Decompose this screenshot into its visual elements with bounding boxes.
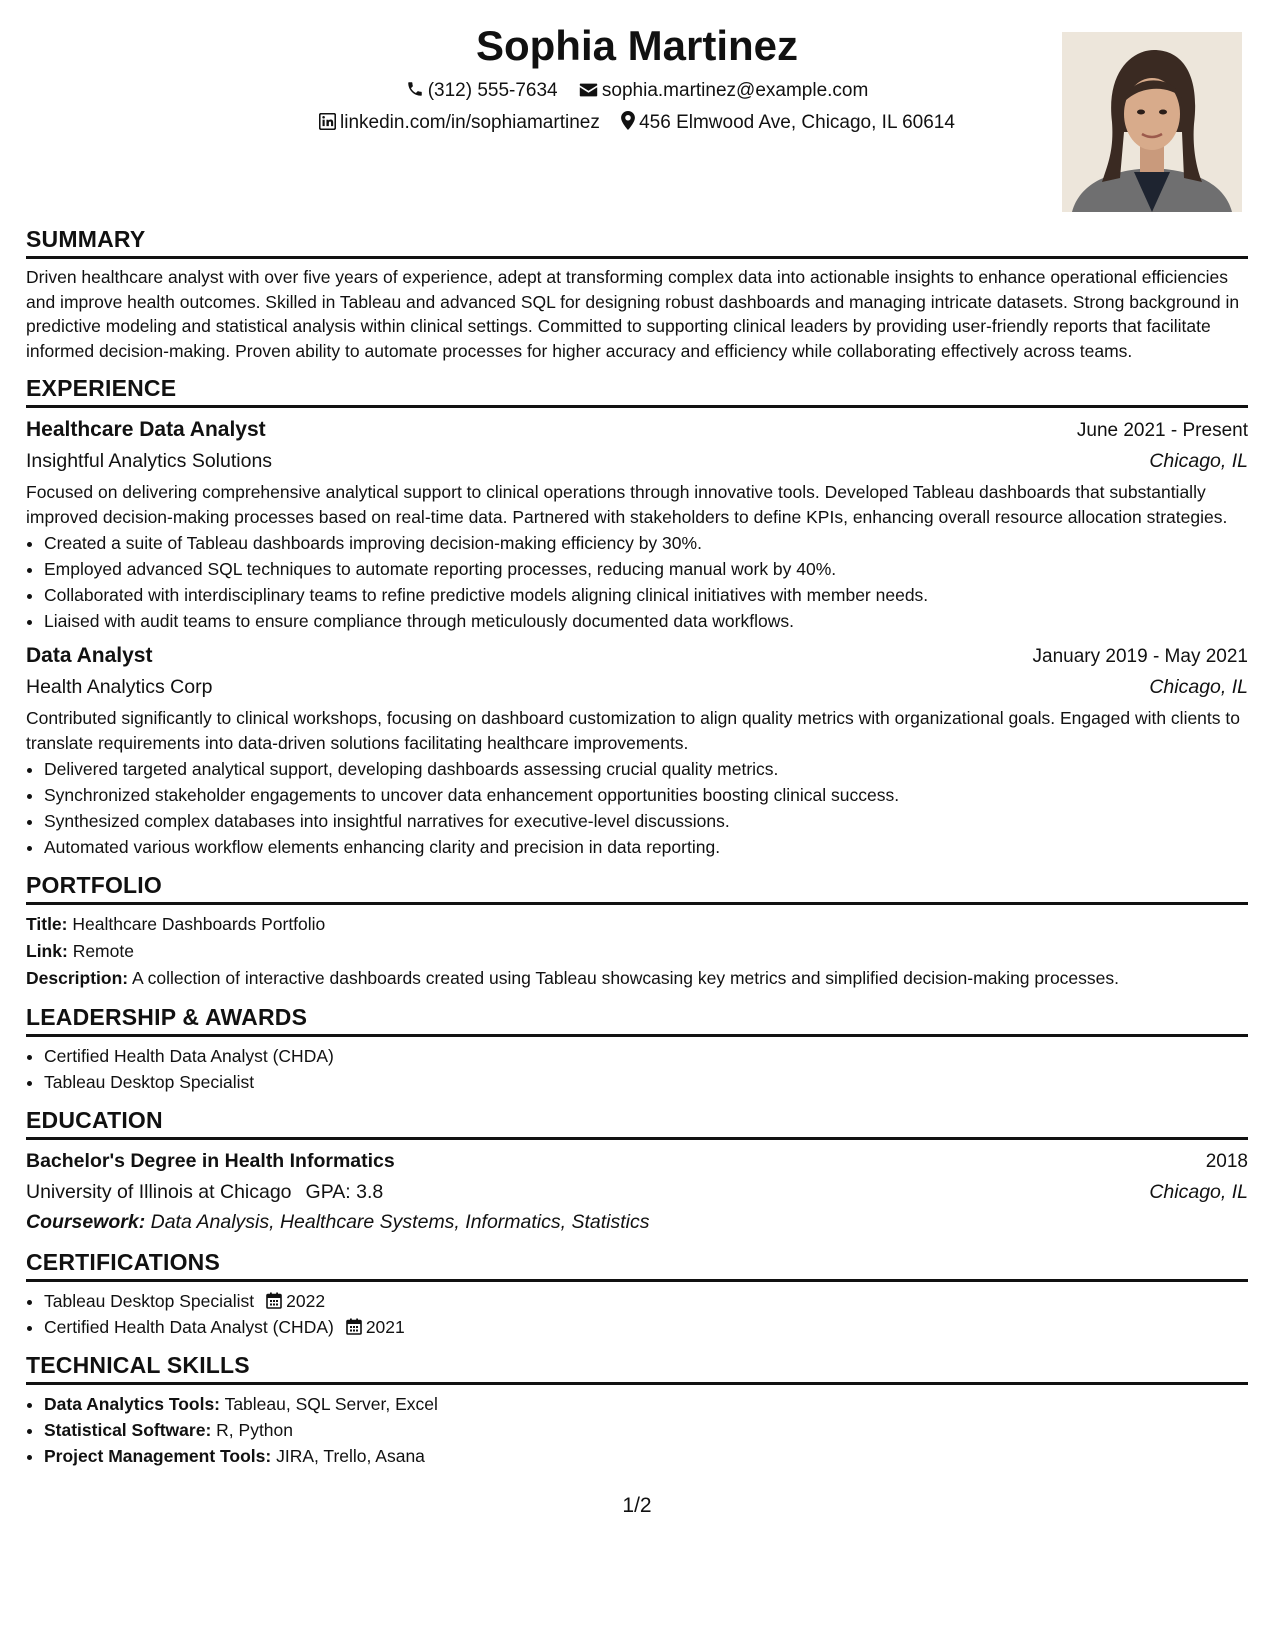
summary-section (26, 224, 1248, 363)
degree: Bachelor's Degree in Health Informatics (26, 1150, 395, 1172)
job-bullet: • Delivered targeted analytical support, developing dashboards assessing crucial quality metrics. (44, 756, 1248, 782)
portfolio-link-label: Link: (26, 941, 68, 961)
skill-label: Statistical Software: (44, 1420, 212, 1440)
profile-photo (1062, 32, 1242, 212)
address-text: 456 Elmwood Ave, Chicago, IL 60614 (639, 112, 955, 133)
leadership-heading: LEADERSHIP & AWARDS (26, 1002, 1248, 1037)
skill-value: JIRA, Trello, Asana (276, 1446, 425, 1466)
coursework-label: Coursework: (26, 1211, 146, 1233)
certifications-heading: CERTIFICATIONS (26, 1247, 1248, 1282)
portfolio-section (26, 870, 1248, 992)
job-dates: June 2021 - Present (1076, 420, 1248, 441)
job-entry (26, 641, 1248, 860)
job-company: Health Analytics Corp (26, 676, 213, 698)
portfolio-title-label: Title: (26, 914, 68, 934)
job-bullet: • Synthesized complex databases into insightful narratives for executive-level discussions. (44, 808, 1248, 834)
job-bullets (26, 756, 1248, 860)
job-location: Chicago, IL (1149, 676, 1248, 698)
leadership-item: • Certified Health Data Analyst (CHDA) (44, 1043, 1248, 1069)
portfolio-title-row (26, 911, 1248, 938)
job-dates: January 2019 - May 2021 (1032, 646, 1248, 667)
certifications-list (26, 1288, 1248, 1340)
skills-heading: TECHNICAL SKILLS (26, 1350, 1248, 1385)
linkedin-text[interactable]: linkedin.com/in/sophiamartinez (340, 112, 600, 133)
portfolio-description-row (26, 965, 1248, 992)
portfolio-heading: PORTFOLIO (26, 870, 1248, 905)
job-title: Healthcare Data Analyst (26, 418, 266, 441)
skill-item (44, 1417, 1248, 1443)
resume-content (26, 224, 1248, 1479)
job-entry (26, 415, 1248, 634)
calendar-icon (346, 1318, 362, 1335)
job-bullet: • Liaised with audit teams to ensure compliance through meticulously documented data workflows. (44, 608, 1248, 634)
candidate-name: Sophia Martinez (475, 22, 799, 69)
portfolio-description-value: A collection of interactive dashboards created using Tableau showcasing key metrics and simplified decision-making processes. (132, 968, 1120, 988)
education-heading: EDUCATION (26, 1105, 1248, 1140)
job-location: Chicago, IL (1149, 450, 1248, 472)
summary-text: Driven healthcare analyst with over five years of experience, adept at transforming complex data into actionable insights to enhance operational efficiencies and improve health outcomes. Skilled in Tableau and advanced SQL for designing robust dashboards and managing intricate datasets. Strong background in predictive modeling and statistical analysis within clinical settings. Committed to supporting clinical leaders by providing user-friendly reports that facilitate informed decision-making. Proven ability to automate processes for higher accuracy and efficiency while collaborating effectively across teams. (26, 267, 1240, 361)
certification-year: 2022 (286, 1291, 326, 1311)
experience-heading: EXPERIENCE (26, 373, 1248, 408)
school-name: University of Illinois at Chicago (26, 1181, 292, 1203)
portfolio-link-row (26, 938, 1248, 965)
certification-item (44, 1288, 1248, 1314)
experience-section (26, 373, 1248, 860)
job-description: Focused on delivering comprehensive analytical support to clinical operations through innovative tools. Developed Tableau dashboards that substantially improved decision-making processes based on real-time data. Partnered with stakeholders to define KPIs, enhancing overall resource allocation strategies. (26, 482, 1228, 527)
linkedin-icon (319, 113, 336, 130)
contact-phone (406, 78, 558, 104)
job-bullets (26, 530, 1248, 634)
education-section (26, 1105, 1248, 1237)
contact-address (621, 110, 955, 136)
certification-year: 2021 (365, 1317, 405, 1337)
portfolio-link-value: Remote (72, 941, 134, 961)
certification-item (44, 1314, 1248, 1340)
job-company: Insightful Analytics Solutions (26, 450, 273, 472)
job-bullet: • Synchronized stakeholder engagements to uncover data enhancement opportunities boosting clinical success. (44, 782, 1248, 808)
job-bullet: • Employed advanced SQL techniques to automate reporting processes, reducing manual work by 40%. (44, 556, 1248, 582)
skill-label: Project Management Tools: (44, 1446, 272, 1466)
graduation-year: 2018 (1205, 1151, 1248, 1172)
resume-page (26, 0, 1248, 1650)
contact-linkedin[interactable] (319, 110, 600, 136)
skill-item (44, 1391, 1248, 1417)
portfolio-title-value: Healthcare Dashboards Portfolio (72, 914, 326, 934)
phone-text: (312) 555-7634 (427, 80, 558, 101)
phone-icon (406, 80, 424, 98)
job-bullet: • Automated various workflow elements enhancing clarity and precision in data reporting. (44, 834, 1248, 860)
contact-email[interactable] (579, 78, 868, 104)
skills-section (26, 1350, 1248, 1469)
certifications-section (26, 1247, 1248, 1340)
coursework-value: Data Analysis, Healthcare Systems, Informatics, Statistics (150, 1211, 650, 1233)
skill-item (44, 1443, 1248, 1469)
job-description: Contributed significantly to clinical workshops, focusing on dashboard customization to align quality metrics with organizational goals. Engaged with clients to translate requirements into data-driven solutions facilitating healthcare improvements. (26, 708, 1240, 753)
job-bullet: • Created a suite of Tableau dashboards improving decision-making efficiency by 30%. (44, 530, 1248, 556)
skill-value: Tableau, SQL Server, Excel (224, 1394, 438, 1414)
skill-value: R, Python (216, 1420, 294, 1440)
page-number: 1/2 (622, 1494, 652, 1517)
calendar-icon (266, 1292, 282, 1309)
skill-label: Data Analytics Tools: (44, 1394, 221, 1414)
portfolio-description-label: Description: (26, 968, 129, 988)
certification-name: Tableau Desktop Specialist (44, 1291, 255, 1311)
coursework (26, 1207, 1248, 1237)
gpa: GPA: 3.8 (305, 1181, 384, 1203)
map-pin-icon (621, 111, 635, 130)
school-location: Chicago, IL (1149, 1181, 1248, 1203)
summary-heading: SUMMARY (26, 224, 1248, 259)
envelope-icon (579, 82, 598, 98)
job-bullet: • Collaborated with interdisciplinary teams to refine predictive models aligning clinical initiatives with member needs. (44, 582, 1248, 608)
skills-list (26, 1391, 1248, 1469)
certification-name: Certified Health Data Analyst (CHDA) (44, 1317, 334, 1337)
resume-header (26, 18, 1248, 218)
leadership-section (26, 1002, 1248, 1095)
email-text[interactable]: sophia.martinez@example.com (601, 80, 869, 101)
job-title: Data Analyst (26, 644, 153, 667)
leadership-list (26, 1043, 1248, 1095)
leadership-item: • Tableau Desktop Specialist (44, 1069, 1248, 1095)
